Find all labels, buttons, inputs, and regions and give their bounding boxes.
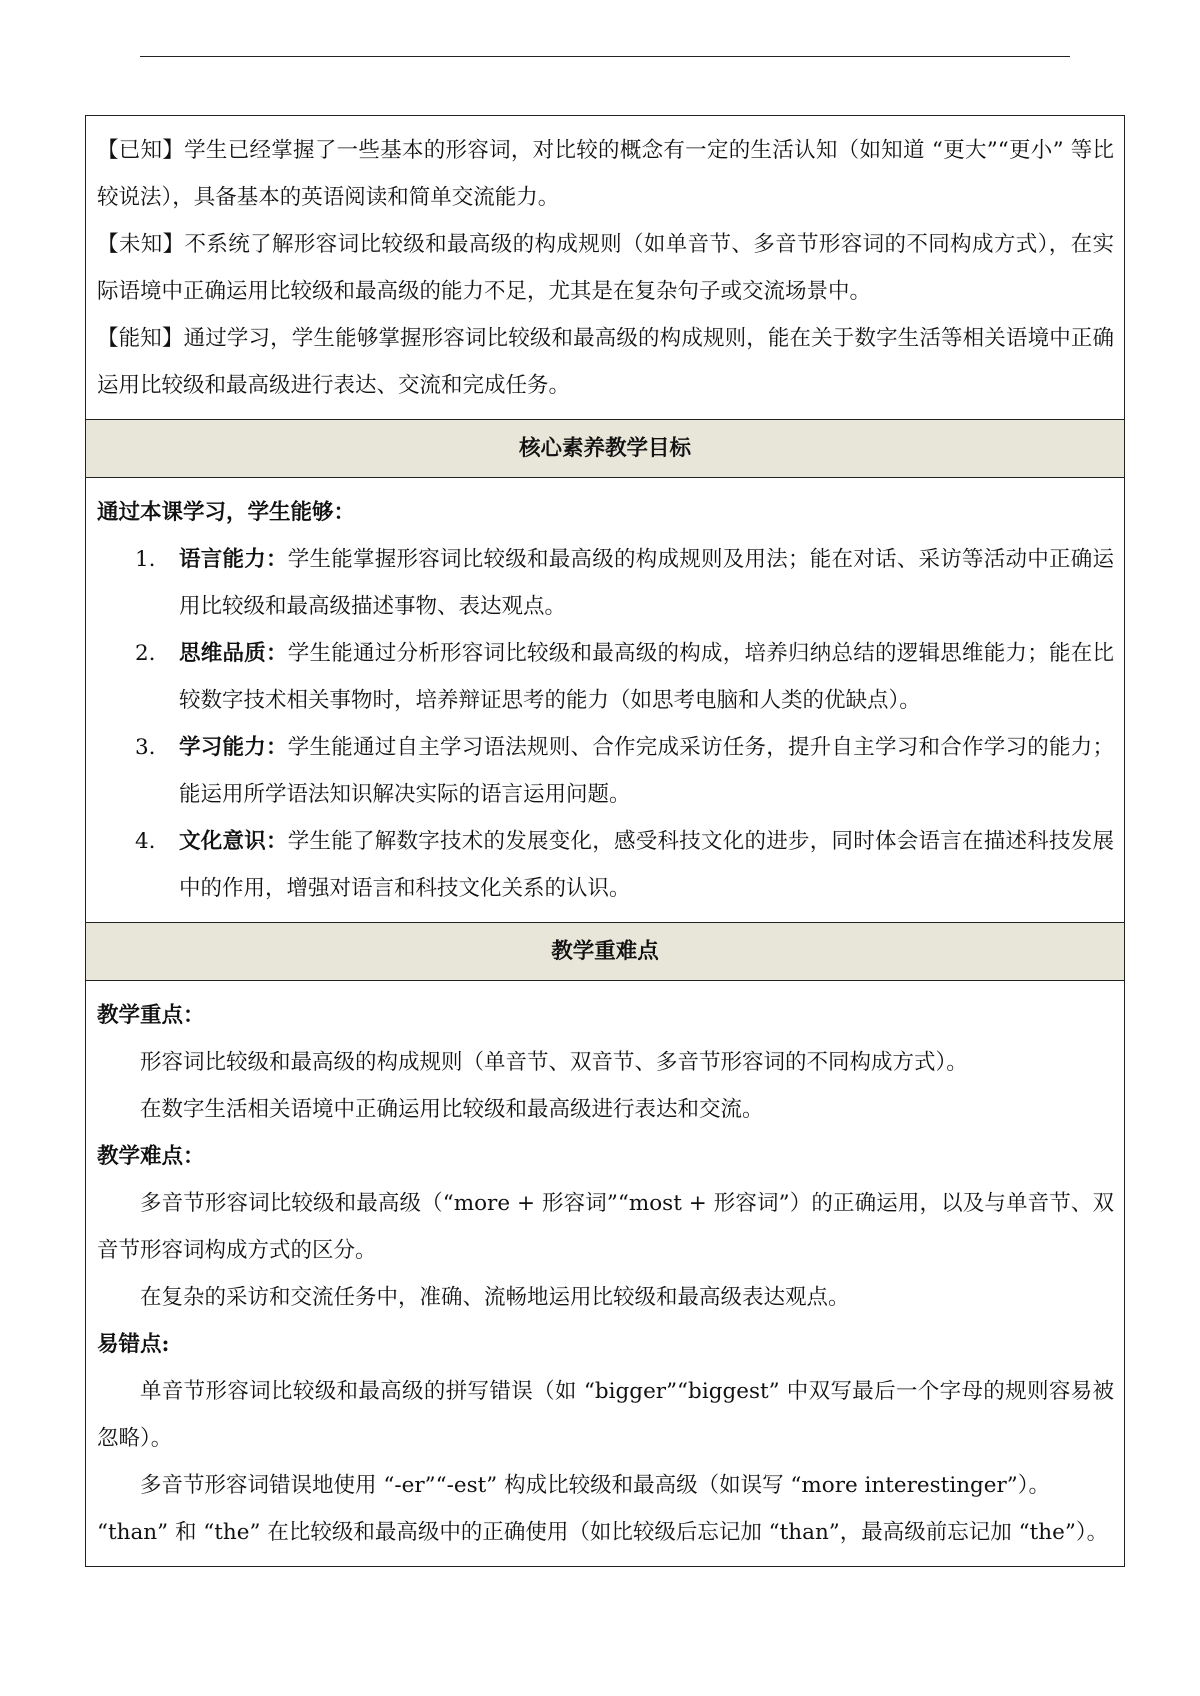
goal-number: 1.: [135, 547, 156, 572]
unknown-label: 【未知】: [97, 232, 185, 257]
goal-text: 学生能了解数字技术的发展变化，感受科技文化的进步，同时体会语言在描述科技发展中的作用，增强对语言和科技文化关系的认识。: [179, 829, 1114, 901]
able-text: 通过学习，学生能够掌握形容词比较级和最高级的构成规则，能在关于数字生活等相关语境中正确运用比较级和最高级进行表达、交流和完成任务。: [97, 326, 1114, 398]
known-label: 【已知】: [97, 138, 185, 163]
goal-term: 思维品质：: [179, 641, 288, 666]
unknown-paragraph: [97, 221, 1114, 315]
goal-item-culture: [97, 818, 1114, 912]
core-goals-section: [86, 477, 1124, 922]
able-label: 【能知】: [97, 326, 184, 351]
goal-term: 文化意识：: [179, 829, 288, 854]
lesson-plan-table: [85, 115, 1125, 1567]
difficulty-item: 多音节形容词比较级和最高级（“more + 形容词”“most + 形容词”）的正确运用，以及与单音节、双音节形容词构成方式的区分。: [97, 1191, 1114, 1263]
difficulty-item: 在复杂的采访和交流任务中，准确、流畅地运用比较级和最高级表达观点。: [140, 1285, 850, 1310]
goal-term: 语言能力：: [179, 547, 288, 572]
focus-label: 教学重点：: [97, 1003, 205, 1028]
learner-analysis-section: [86, 116, 1124, 419]
goal-number: 4.: [135, 829, 156, 854]
goal-item-thinking: [97, 630, 1114, 724]
difficulty-label: 教学难点：: [97, 1144, 205, 1169]
key-points-heading: 教学重难点: [86, 922, 1124, 980]
core-goals-lead: 通过本课学习，学生能够：: [97, 500, 356, 525]
goal-text: 学生能掌握形容词比较级和最高级的构成规则及用法；能在对话、采访等活动中正确运用比较级和最高级描述事物、表达观点。: [179, 547, 1114, 619]
error-item: 多音节形容词错误地使用 “-er”“-est” 构成比较级和最高级（如误写 “more interestinger”）。: [140, 1473, 1051, 1498]
goal-text: 学生能通过自主学习语法规则、合作完成采访任务，提升自主学习和合作学习的能力；能运用所学语法知识解决实际的语言运用问题。: [179, 735, 1114, 807]
goal-item-learning: [97, 724, 1114, 818]
able-paragraph: [97, 315, 1114, 409]
unknown-text: 不系统了解形容词比较级和最高级的构成规则（如单音节、多音节形容词的不同构成方式），在实际语境中正确运用比较级和最高级的能力不足，尤其是在复杂句子或交流场景中。: [97, 232, 1114, 304]
header-rule: [140, 56, 1070, 57]
key-points-section: [86, 980, 1124, 1566]
error-item: “than” 和 “the” 在比较级和最高级中的正确使用（如比较级后忘记加 “than”，最高级前忘记加 “the”）。: [97, 1520, 1109, 1545]
core-goals-list: [97, 536, 1114, 912]
error-label: 易错点:: [97, 1332, 170, 1357]
error-item: 单音节形容词比较级和最高级的拼写错误（如 “bigger”“biggest” 中双写最后一个字母的规则容易被忽略）。: [97, 1379, 1114, 1451]
goal-term: 学习能力：: [179, 735, 288, 760]
known-paragraph: [97, 127, 1114, 221]
focus-item: 在数字生活相关语境中正确运用比较级和最高级进行表达和交流。: [140, 1097, 764, 1122]
goal-text: 学生能通过分析形容词比较级和最高级的构成，培养归纳总结的逻辑思维能力；能在比较数字技术相关事物时，培养辩证思考的能力（如思考电脑和人类的优缺点）。: [179, 641, 1114, 713]
goal-number: 3.: [135, 735, 156, 760]
focus-item: 形容词比较级和最高级的构成规则（单音节、双音节、多音节形容词的不同构成方式）。: [140, 1050, 968, 1075]
goal-number: 2.: [135, 641, 156, 666]
known-text: 学生已经掌握了一些基本的形容词，对比较的概念有一定的生活认知（如知道 “更大”“更小” 等比较说法），具备基本的英语阅读和简单交流能力。: [97, 138, 1114, 210]
core-goals-heading: 核心素养教学目标: [86, 419, 1124, 477]
goal-item-language: [97, 536, 1114, 630]
